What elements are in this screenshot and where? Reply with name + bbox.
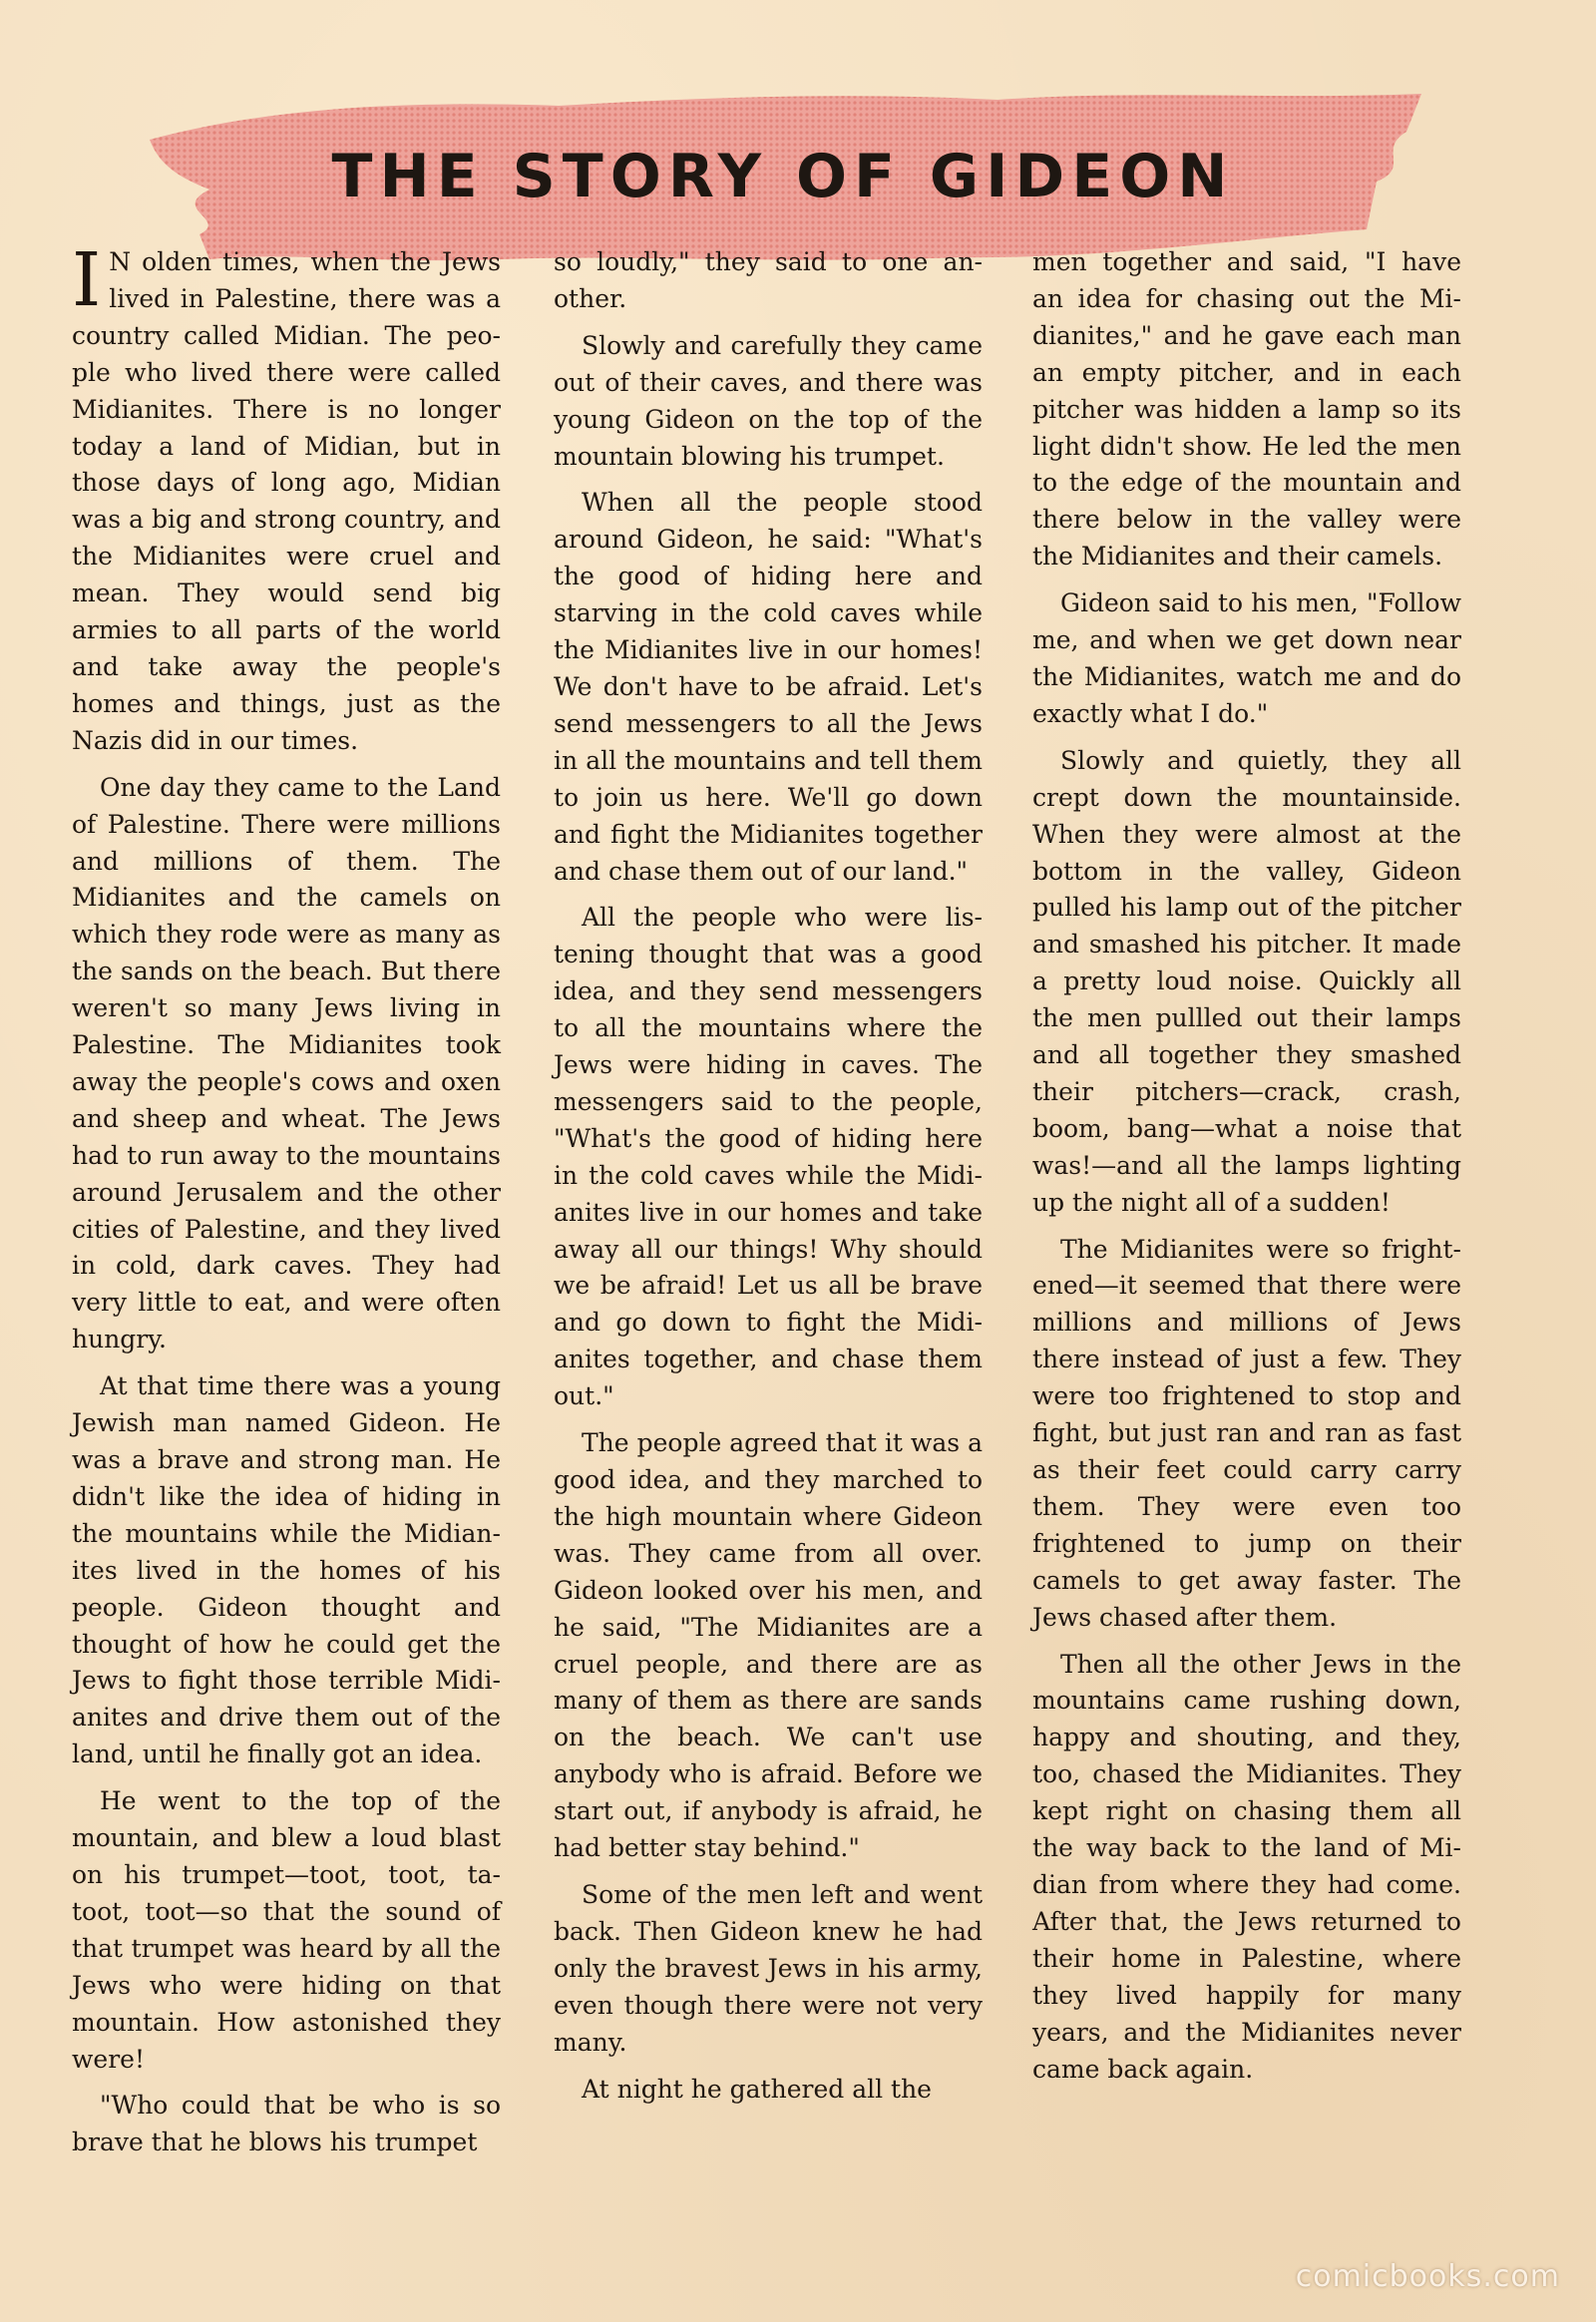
- paragraph: The Midianites were so frightened—it seemed that there were millions and millions of Jews there instead of just a few. They were too frightened to stop and fight, but just ran and ran as fast as their feet could carry carry them. They were even too frightened to jump on their camels to get away faster. The Jews chased after them.: [1032, 1234, 1461, 1632]
- title-banner: [140, 70, 1426, 269]
- paragraph: Slowly and carefully they came out of their caves, and there was young Gideon on the top of the mountain blowing his trumpet.: [554, 330, 983, 471]
- column-1: [72, 237, 501, 2171]
- paragraph-continued: so loudly," they said to one another.: [554, 247, 983, 313]
- column-2: [554, 244, 983, 2118]
- paragraph: [72, 237, 501, 760]
- paragraph-continued: men together and said, "I have an idea for chasing out the Midianites," and he gave each man an empty pitcher, and in each pitcher was hidden a lamp so its light didn't show. He led the men to the edge of the mountain and there below in the valley were the Midianites and their camels.: [1032, 247, 1461, 572]
- story-title: THE STORY OF GIDEON: [331, 142, 1235, 211]
- paragraph: "Who could that be who is so brave that he blows his trumpet: [72, 2091, 501, 2157]
- paragraph: At that time there was a young Jewish man named Gideon. He was a brave and strong man. He didn't like the idea of hiding in the mountains while the Midianites lived in the homes of his people. Gideon thought and thought of how he could get the Jews to fight those terrible Midianites and drive them out of the land, until he finally got an idea.: [72, 1371, 501, 1769]
- drop-cap: I: [72, 237, 102, 323]
- text-columns: [70, 237, 1466, 2189]
- paragraph: He went to the top of the mountain, and blew a loud blast on his trumpet—toot, toot, ta-toot, toot—so that the sound of that trumpet was heard by all the Jews who were hiding on that mountain. How astonished they were!: [72, 1786, 501, 2074]
- paragraph: Gideon said to his men, "Follow me, and when we get down near the Midianites, watch me and do exactly what I do.": [1032, 588, 1461, 728]
- paragraph: Slowly and quietly, they all crept down the mountainside. When they were almost at the bottom in the valley, Gideon pulled his lamp out of the pitcher and smashed his pitcher. It made a pretty loud noise. Quickly all the men pullled out their lamps and all together they smashed their pitchers—crack, crash, boom, bang—what a noise that was!—and all the lamps lighting up the night all of a sudden!: [1032, 745, 1461, 1217]
- paragraph-text: N olden times, when the Jews lived in Palestine, there was a country called Midian. The people who lived there were called Midianites. There is no longer today a land of Midian, but in those days of long ago, Midian was a big and strong country, and the Midianites were cruel and mean. They would send big armies to all parts of the world and take away the people's homes and things, just as the Nazis did in our times.: [72, 247, 501, 755]
- paragraph: When all the people stood around Gideon, he said: "What's the good of hiding here and starving in the cold caves while the Midianites live in our homes! We don't have to be afraid. Let's send messengers to all the Jews in all the mountains and tell them to join us here. We'll go down and fight the Midianites together and chase them out of our land.": [554, 488, 983, 886]
- column-3: [1032, 244, 1461, 2098]
- paragraph: Then all the other Jews in the mountains came rushing down, happy and shouting, and they, too, chased the Midianites. They kept right on chasing them all the way back to the land of Midian from where they had come. After that, the Jews returned to their home in Palestine, where they lived happily for many years, and the Midianites never came back again.: [1032, 1649, 1461, 2084]
- site-watermark: comicbooks.com: [1295, 2259, 1560, 2294]
- paragraph: All the people who were listening thought that was a good idea, and they send messengers to all the mountains where the Jews were hiding in caves. The messengers said to the people, "What's the good of hiding here in the cold caves while the Midianites live in our homes and take away all our things! Why should we be afraid! Let us all be brave and go down to fight the Midianites together, and chase them out.": [554, 903, 983, 1411]
- paragraph: Some of the men left and went back. Then Gideon knew he had only the bravest Jews in his army, even though there were not very many.: [554, 1879, 983, 2057]
- paragraph: The people agreed that it was a good idea, and they marched to the high mountain where Gideon was. They came from all over. Gideon looked over his men, and he said, "The Midianites are a cruel people, and there are as many of them as there are sands on the beach. We can't use anybody who is afraid. Before we start out, if anybody is afraid, he had better stay behind.": [554, 1428, 983, 1863]
- paragraph: One day they came to the Land of Palestine. There were millions and millions of them. The Midianites and the camels on which they rode were as many as the sands on the beach. But there weren't so many Jews living in Palestine. The Midianites took away the people's cows and oxen and sheep and wheat. The Jews had to run away to the mountains around Jerusalem and the other cities of Palestine, and they lived in cold, dark caves. They had very little to eat, and were often hungry.: [72, 772, 501, 1354]
- paragraph: At night he gathered all the: [582, 2074, 932, 2104]
